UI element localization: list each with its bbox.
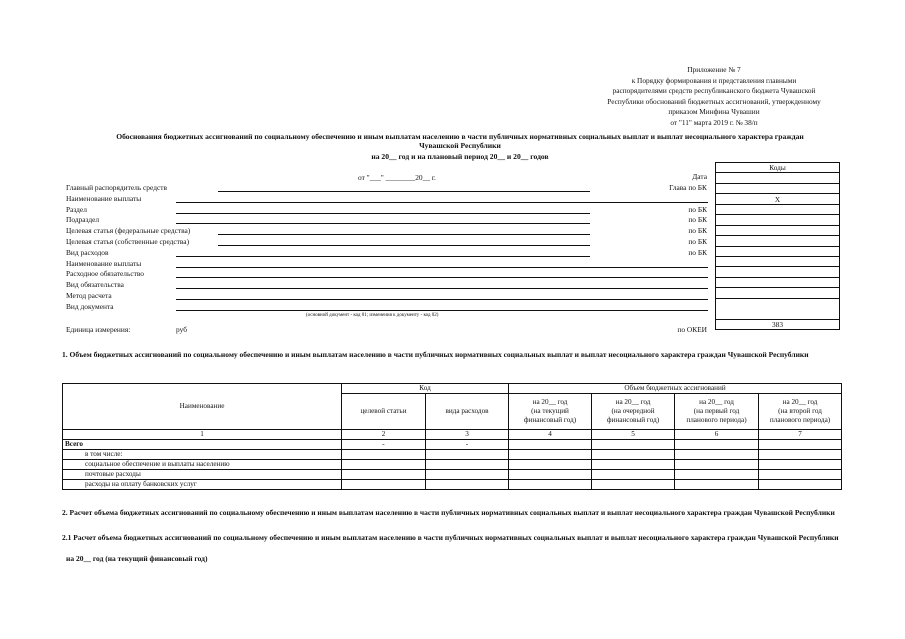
col-number: 2 bbox=[342, 430, 426, 440]
row-value-cell[interactable] bbox=[592, 440, 675, 450]
header-col6-line: (на первый год bbox=[693, 407, 740, 415]
document-title: Обоснования бюджетных ассигнований по социальному обеспечению и иным выплатам населению в части публичных нормативных социальных выплат и выплат несоциального характера граждан bbox=[116, 132, 804, 141]
header-col6 bbox=[675, 394, 759, 430]
label-naimenovanie-vyplaty: Наименование выплаты bbox=[66, 194, 142, 203]
field-naimenovanie-vyplaty-2[interactable] bbox=[176, 267, 708, 268]
code-x-cell: X bbox=[716, 194, 840, 204]
doc-type-note: (основной документ - код 01; изменения к документу - код 02) bbox=[306, 313, 439, 318]
header-col7 bbox=[759, 394, 842, 430]
label-vid-obyazatelstva: Вид обязательства bbox=[66, 280, 124, 289]
appendix-line: Республики обоснований бюджетных ассигнований, утвержденному bbox=[607, 96, 821, 106]
row-vr[interactable] bbox=[426, 470, 509, 480]
header-col6-line: на 20__ год bbox=[699, 398, 734, 406]
row-name: социальное обеспечение и выплаты населению bbox=[63, 460, 342, 470]
section-2-1-year: на 20__ год (на текущий финансовый год) bbox=[66, 554, 208, 563]
codes-table bbox=[715, 162, 840, 330]
row-value-cell[interactable] bbox=[675, 470, 759, 480]
row-value-cell[interactable] bbox=[675, 440, 759, 450]
row-value-cell[interactable] bbox=[509, 460, 592, 470]
header-col5 bbox=[592, 394, 675, 430]
row-value-cell[interactable] bbox=[759, 440, 842, 450]
header-col5-line: финансовый год) bbox=[606, 416, 660, 424]
code-cs-fed-cell[interactable] bbox=[716, 225, 840, 235]
header-col4-line: (на текущий bbox=[531, 407, 569, 415]
field-naimenovanie-vyplaty[interactable] bbox=[176, 202, 708, 203]
header-col4-line: на 20__ год bbox=[532, 398, 568, 406]
row-value-cell[interactable] bbox=[675, 460, 759, 470]
label-razdel-bk: по БК bbox=[688, 205, 707, 214]
row-cs[interactable] bbox=[342, 460, 426, 470]
label-cs-fed-bk: по БК bbox=[688, 226, 707, 235]
row-value-cell[interactable] bbox=[592, 470, 675, 480]
header-col7-line: (на второй год bbox=[778, 407, 822, 415]
unit-label: Единица измерения: bbox=[66, 325, 131, 334]
col-number: 3 bbox=[426, 430, 509, 440]
header-col5-line: на 20__ год bbox=[615, 398, 651, 406]
header-kod-vr: вида расходов bbox=[426, 394, 509, 430]
header-volume: Объем бюджетных ассигнований bbox=[509, 384, 842, 394]
field-vid-dokumenta[interactable] bbox=[176, 310, 708, 311]
row-vr[interactable] bbox=[426, 460, 509, 470]
section-1-heading: 1. Объем бюджетных ассигнований по социальному обеспечению и иным выплатам населению в части публичных нормативных социальных выплат и выплат несоциального характера граждан Чувашской Республики bbox=[62, 350, 809, 359]
field-cs-fed[interactable] bbox=[218, 234, 590, 235]
row-vr bbox=[426, 450, 509, 460]
code-cell[interactable] bbox=[716, 267, 840, 277]
row-value-cell[interactable] bbox=[509, 440, 592, 450]
row-value-cell[interactable] bbox=[759, 470, 842, 480]
field-glavny-rasporyaditel[interactable] bbox=[218, 191, 590, 192]
row-value-cell[interactable] bbox=[759, 480, 842, 490]
codes-header: Коды bbox=[716, 163, 840, 173]
row-vr[interactable] bbox=[426, 480, 509, 490]
label-cs-own: Целевая статья (собственные средства) bbox=[66, 237, 190, 246]
field-rashodnoe-obyazatelstvo[interactable] bbox=[176, 277, 708, 278]
header-kod: Код bbox=[342, 384, 509, 394]
row-value-cell[interactable] bbox=[759, 460, 842, 470]
row-value-cell[interactable] bbox=[509, 470, 592, 480]
label-vid-bk: по БК bbox=[688, 248, 707, 257]
appendix-line: распорядителями средств республиканского бюджета Чувашской bbox=[612, 86, 816, 95]
col-number: 7 bbox=[759, 430, 842, 440]
field-razdel[interactable] bbox=[176, 213, 590, 214]
header-name: Наименование bbox=[63, 384, 342, 430]
appendix-block bbox=[580, 65, 848, 128]
code-cell[interactable] bbox=[716, 288, 840, 298]
row-value-cell[interactable] bbox=[592, 450, 675, 460]
row-value-cell[interactable] bbox=[592, 460, 675, 470]
label-glava: Глава по БК bbox=[669, 183, 707, 192]
label-rashodnoe-obyazatelstvo: Расходное обязательство bbox=[66, 269, 144, 278]
col-number: 4 bbox=[509, 430, 592, 440]
row-cs: - bbox=[342, 440, 426, 450]
code-date-cell[interactable] bbox=[716, 173, 840, 183]
row-cs[interactable] bbox=[342, 480, 426, 490]
appendix-line: приказом Минфина Чувашии bbox=[668, 107, 760, 116]
row-name: почтовые расходы bbox=[63, 470, 342, 480]
label-podrazdel-bk: по БК bbox=[688, 215, 707, 224]
code-cell[interactable] bbox=[716, 256, 840, 266]
date-line: от "___" ________20__ г. bbox=[358, 173, 436, 182]
row-cs[interactable] bbox=[342, 470, 426, 480]
header-col7-line: планового периода) bbox=[769, 416, 831, 424]
code-okei-cell: 383 bbox=[716, 319, 840, 329]
col-number: 6 bbox=[675, 430, 759, 440]
header-kod-cs: целевой статьи bbox=[342, 394, 426, 430]
table-row bbox=[63, 480, 842, 490]
appendix-line: от "11" марта 2019 г. № 38/п bbox=[670, 117, 758, 127]
field-cs-own[interactable] bbox=[218, 245, 590, 246]
row-cs bbox=[342, 450, 426, 460]
header-col5-line: (на очередной bbox=[611, 407, 655, 415]
appendix-line: Приложение № 7 bbox=[687, 65, 741, 74]
header-col6-line: планового периода) bbox=[686, 416, 747, 424]
header-col4-line: финансовый год) bbox=[523, 416, 577, 424]
code-podrazdel-cell[interactable] bbox=[716, 215, 840, 225]
code-glava-cell[interactable] bbox=[716, 183, 840, 193]
code-doc-cell[interactable] bbox=[716, 298, 840, 319]
header-col4 bbox=[509, 394, 592, 430]
field-podrazdel[interactable] bbox=[176, 223, 590, 224]
section-2-1-heading: 2.1 Расчет объема бюджетных ассигнований по социальному обеспечению и иным выплатам населению в части публичных нормативных социальных выплат и выплат несоциального характера граждан Чувашской Республики bbox=[62, 533, 839, 542]
row-name: в том числе: bbox=[63, 450, 342, 460]
row-value-cell[interactable] bbox=[509, 480, 592, 490]
label-vid-dokumenta: Вид документа bbox=[66, 302, 114, 311]
row-name: Всего bbox=[63, 440, 342, 450]
label-vid-rashodov: Вид расходов bbox=[66, 248, 109, 257]
field-vid-obyazatelstva[interactable] bbox=[176, 288, 708, 289]
document-title-line2: Чувашской Республики bbox=[419, 141, 501, 150]
code-vid-cell[interactable] bbox=[716, 246, 840, 256]
row-value-cell[interactable] bbox=[759, 450, 842, 460]
header-col7-line: на 20__ год bbox=[782, 398, 818, 406]
code-cs-own-cell[interactable] bbox=[716, 236, 840, 246]
col-number: 5 bbox=[592, 430, 675, 440]
label-glavny-rasporyaditel: Главный распорядитель средств bbox=[66, 183, 167, 192]
row-value-cell[interactable] bbox=[675, 480, 759, 490]
label-razdel: Раздел bbox=[66, 205, 87, 214]
label-date: Дата bbox=[692, 172, 707, 181]
label-podrazdel: Подраздел bbox=[66, 215, 100, 224]
label-cs-own-bk: по БК bbox=[688, 237, 707, 246]
col-number: 1 bbox=[63, 430, 342, 440]
table-row bbox=[63, 460, 842, 470]
label-okei: по ОКЕИ bbox=[677, 325, 707, 334]
row-value-cell[interactable] bbox=[675, 450, 759, 460]
label-naimenovanie-vyplaty-2: Наименование выплаты bbox=[66, 259, 142, 268]
document-period: на 20__ год и на плановый период 20__ и 20__ годов bbox=[371, 152, 549, 161]
code-cell[interactable] bbox=[716, 277, 840, 287]
row-vr: - bbox=[426, 440, 509, 450]
row-name: расходы на оплату банковских услуг bbox=[63, 480, 342, 490]
row-value-cell[interactable] bbox=[509, 450, 592, 460]
table-row bbox=[63, 450, 842, 460]
table-row bbox=[63, 440, 842, 450]
field-vid-rashodov[interactable] bbox=[176, 256, 590, 257]
label-metod-rascheta: Метод расчета bbox=[66, 291, 112, 300]
allocations-table bbox=[62, 383, 842, 490]
label-cs-fed: Целевая статья (федеральные средства) bbox=[66, 226, 191, 235]
section-2-heading: 2. Расчет объема бюджетных ассигнований по социальному обеспечению и иным выплатам населению в части публичных нормативных социальных выплат и выплат несоциального характера граждан Чувашской Республики bbox=[62, 508, 835, 517]
row-value-cell[interactable] bbox=[592, 480, 675, 490]
table-row bbox=[63, 470, 842, 480]
appendix-line: к Порядку формирования и представления главными bbox=[631, 75, 797, 85]
code-razdel-cell[interactable] bbox=[716, 204, 840, 214]
unit-value: руб bbox=[176, 325, 187, 334]
field-metod-rascheta[interactable] bbox=[176, 299, 708, 300]
